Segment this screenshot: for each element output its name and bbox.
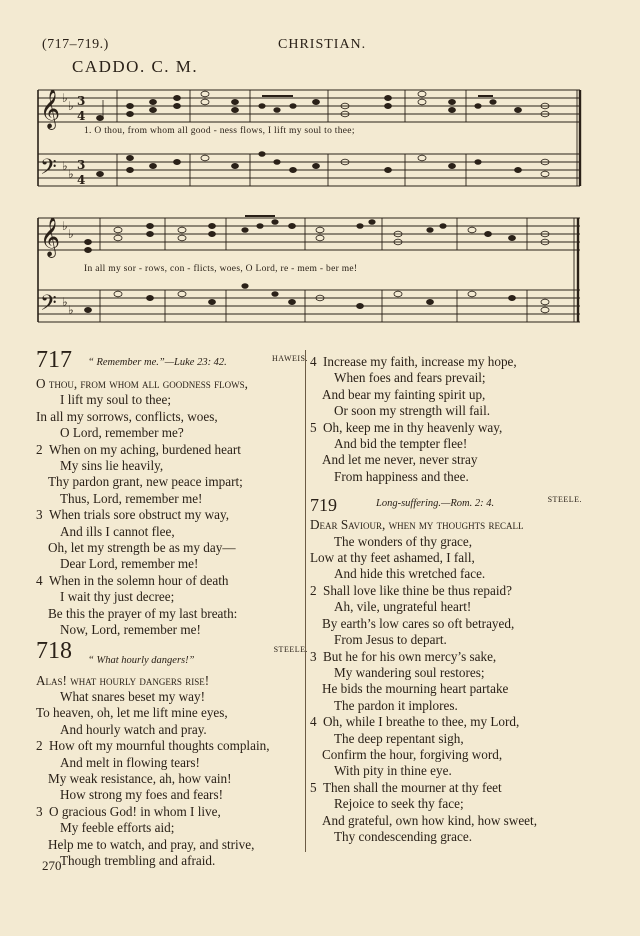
verse-line: In all my sorrows, conflicts, woes, xyxy=(36,408,218,424)
verse-line: O thou, from whom all goodness flows, xyxy=(36,376,248,391)
lyric-line-2: In all my sor - rows, con - flicts, woes, O Lord, re - mem - ber me! xyxy=(84,264,358,274)
verse-line: Dear Lord, remember me! xyxy=(60,556,199,572)
verse-line: Thy condescending grace. xyxy=(334,828,473,844)
verse-line: He bids the mourning heart partake xyxy=(322,681,509,697)
verse-line: The pardon it implores. xyxy=(334,697,458,713)
right-column xyxy=(310,354,582,845)
verse-line: Rejoice to seek thy face; xyxy=(334,796,464,812)
svg-text:3: 3 xyxy=(77,94,86,108)
stanza-number: 4 xyxy=(310,714,317,730)
verse-line: What snares beset my way! xyxy=(60,688,206,704)
stanza-number: 4 xyxy=(310,354,317,369)
verse-line: When trials sore obstruct my way, xyxy=(49,507,230,523)
verse-line: Help me to watch, and pray, and strive, xyxy=(48,836,255,852)
svg-text:𝄞: 𝄞 xyxy=(40,89,61,129)
verse-line: And ills I cannot flee, xyxy=(60,523,175,539)
verse-line: And melt in flowing tears! xyxy=(60,754,200,770)
stanza-number: 3 xyxy=(36,803,43,819)
verse-line: And hourly watch and pray. xyxy=(60,721,207,737)
scripture-reference: “ What hourly dangers!” xyxy=(88,654,195,666)
verse-line: Oh, keep me in thy heavenly way, xyxy=(323,419,503,435)
svg-text:4: 4 xyxy=(77,173,86,187)
svg-text:♭: ♭ xyxy=(68,303,74,317)
hymn-717-text xyxy=(36,376,308,639)
stanza-number: 5 xyxy=(310,419,317,435)
verse-line: Now, Lord, remember me! xyxy=(60,622,201,638)
svg-text:♭: ♭ xyxy=(62,91,68,105)
verse-line: The deep repentant sigh, xyxy=(334,730,464,746)
hymn-author: STEELE. xyxy=(273,644,308,654)
scripture-reference: Long-suffering.—Rom. 2: 4. xyxy=(376,498,495,510)
verse-line: Thus, Lord, remember me! xyxy=(60,490,203,506)
stanza-number: 2 xyxy=(36,441,43,457)
hymn-number: 719 xyxy=(310,495,337,516)
verse-line: Oh, while I breathe to thee, my Lord, xyxy=(323,714,520,730)
svg-text:♭: ♭ xyxy=(62,159,68,173)
svg-text:𝄢: 𝄢 xyxy=(40,291,57,321)
svg-text:♭: ♭ xyxy=(62,219,68,233)
verse-line: Increase my faith, increase my hope, xyxy=(323,354,517,369)
verse-line: And let me never, never stray xyxy=(322,452,478,468)
verse-line: From happiness and thee. xyxy=(334,468,469,484)
stanza-number: 4 xyxy=(36,572,43,588)
left-column xyxy=(36,347,308,869)
svg-text:♭: ♭ xyxy=(68,99,74,113)
stanza-number: 2 xyxy=(36,738,43,754)
verse-line: When in the solemn hour of death xyxy=(49,572,229,588)
verse-line: Ah, vile, ungrateful heart! xyxy=(334,599,472,615)
stanza-number: 5 xyxy=(310,779,317,795)
hymn-718-header xyxy=(36,637,308,667)
tune-name: CADDO. C. M. xyxy=(72,57,199,76)
verse-line: By earth’s low cares so oft betrayed, xyxy=(322,615,515,631)
verse-line: When foes and fears prevail; xyxy=(334,370,486,386)
hymn-number: 718 xyxy=(36,637,72,664)
hymn-719-header xyxy=(310,495,582,517)
stanza-number: 3 xyxy=(36,507,43,523)
verse-line: But he for his own mercy’s sake, xyxy=(323,648,497,664)
verse-line: And grateful, own how kind, how sweet, xyxy=(322,812,537,828)
hymn-author: HAWEIS. xyxy=(272,354,308,363)
verse-line: My weak resistance, ah, how vain! xyxy=(48,770,232,786)
svg-text:3: 3 xyxy=(77,158,86,172)
verse-line: Or soon my strength will fail. xyxy=(334,403,491,419)
svg-text:♭: ♭ xyxy=(68,227,74,241)
stanza-number: 2 xyxy=(310,582,317,598)
verse-line: My feeble efforts aid; xyxy=(60,820,175,836)
svg-text:4: 4 xyxy=(77,109,86,123)
hymn-author: STEELE. xyxy=(547,495,582,505)
verse-line: O Lord, remember me? xyxy=(60,425,184,441)
hymn-717-header xyxy=(36,347,308,376)
verse-line: When on my aching, burdened heart xyxy=(49,441,241,457)
page-number: 270 xyxy=(42,858,62,873)
verse-line: And bear my fainting spirit up, xyxy=(322,386,486,402)
verse-line: I lift my soul to thee; xyxy=(60,392,171,408)
verse-line: Oh, let my strength be as my day— xyxy=(48,540,236,556)
verse-line: Dear Saviour, when my thoughts recall xyxy=(310,517,524,533)
verse-line: Then shall the mourner at thy feet xyxy=(323,779,502,795)
verse-line: O gracious God! in whom I live, xyxy=(49,803,221,819)
hymn-range: (717–719.) xyxy=(42,37,109,52)
hymn-718-text xyxy=(36,673,308,870)
verse-line: How strong my foes and fears! xyxy=(60,787,223,803)
verse-line: Shall love like thine be thus repaid? xyxy=(323,582,512,598)
verse-line: Confirm the hour, forgiving word, xyxy=(322,746,503,762)
verse-line: My wandering soul restores; xyxy=(334,664,485,680)
svg-text:𝄢: 𝄢 xyxy=(40,155,57,185)
verse-line: Be this the prayer of my last breath: xyxy=(48,605,238,621)
verse-line: To heaven, oh, let me lift mine eyes, xyxy=(36,705,228,721)
verse-line: With pity in thine eye. xyxy=(334,763,452,779)
verse-line: How oft my mournful thoughts complain, xyxy=(49,738,270,754)
page-title: CHRISTIAN. xyxy=(278,37,367,52)
lyric-line-1: 1. O thou, from whom all good - ness flows, I lift my soul to thee; xyxy=(84,126,355,136)
verse-line: The wonders of thy grace, xyxy=(334,533,473,549)
scripture-reference: “ Remember me.”—Luke 23: 42. xyxy=(88,357,227,368)
verse-line: My sins lie heavily, xyxy=(60,458,164,474)
svg-text:𝄞: 𝄞 xyxy=(40,217,61,257)
verse-line: Low at thy feet ashamed, I fall, xyxy=(310,550,475,566)
verse-line: And hide this wretched face. xyxy=(334,566,486,582)
svg-text:♭: ♭ xyxy=(62,295,68,309)
svg-text:♭: ♭ xyxy=(68,167,74,181)
verse-line: Alas! what hourly dangers rise! xyxy=(36,672,210,688)
verse-line: And bid the tempter flee! xyxy=(334,436,468,452)
stanza-number: 3 xyxy=(310,648,317,664)
verse-line: Thy pardon grant, new peace impart; xyxy=(48,474,243,490)
verse-line: Though trembling and afraid. xyxy=(60,852,216,868)
verse-line: I wait thy just decree; xyxy=(60,589,175,605)
verse-line: From Jesus to depart. xyxy=(334,632,447,648)
hymn-718-continued xyxy=(310,354,582,485)
hymn-number: 717 xyxy=(36,347,72,373)
hymn-719-text xyxy=(310,517,582,845)
